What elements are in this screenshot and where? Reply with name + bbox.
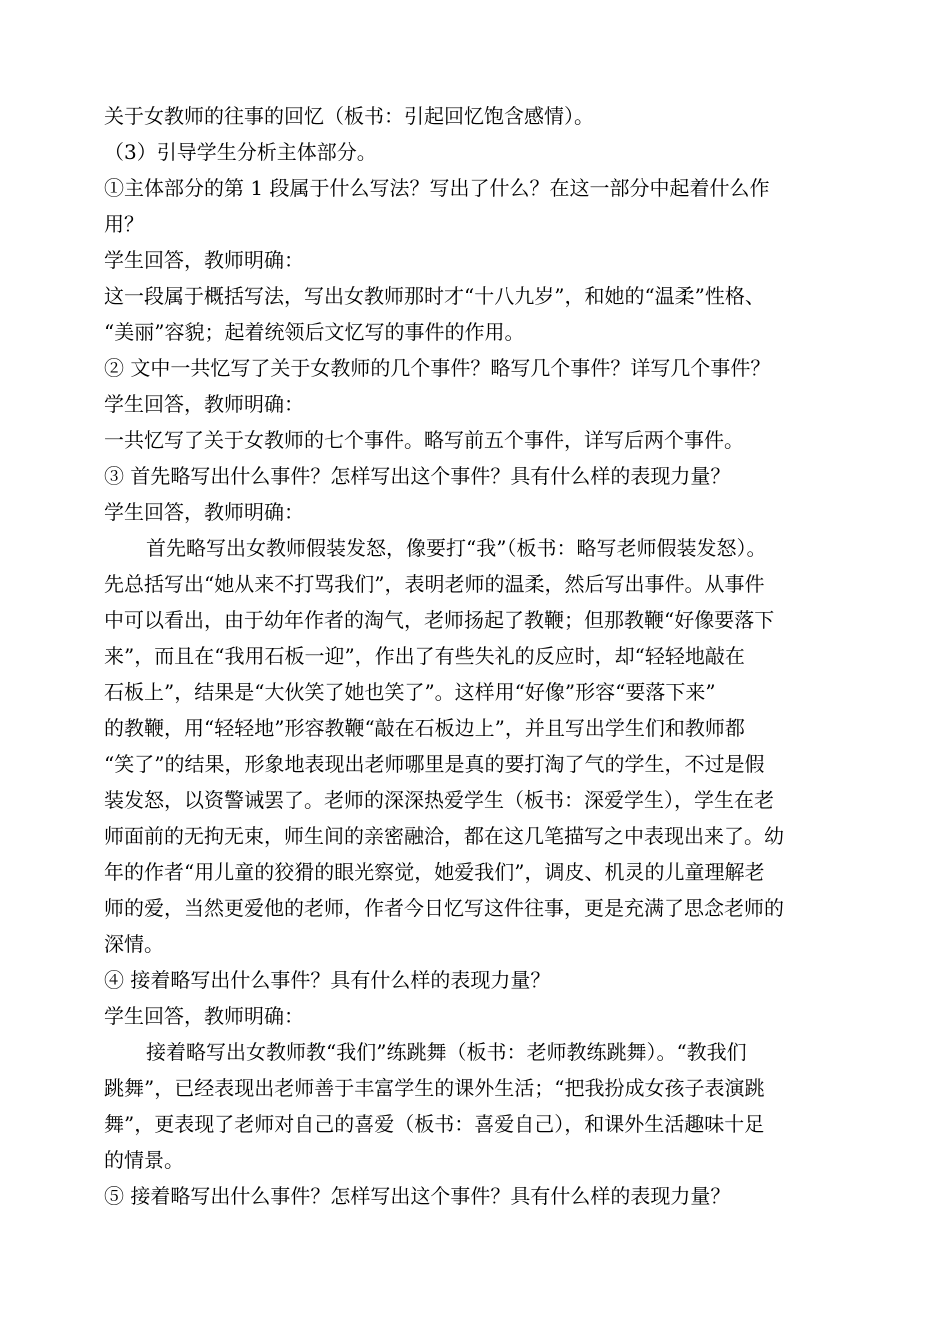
text-line: “笑了”的结果，形象地表现出老师哪里是真的要打淘了气的学生，不过是假	[104, 752, 765, 776]
text-line: ①主体部分的第 1 段属于什么写法？写出了什么？在这一部分中起着什么作	[104, 176, 770, 200]
text-line: ⑤ 接着略写出什么事件？怎样写出这个事件？具有什么样的表现力量？	[104, 1184, 731, 1208]
text-line: ④ 接着略写出什么事件？具有什么样的表现力量？	[104, 968, 551, 992]
text-line: 石板上”，结果是“大伙笑了她也笑了”。这样用“好像”形容“要落下来”	[104, 680, 716, 704]
text-line: ② 文中一共忆写了关于女教师的几个事件？略写几个事件？详写几个事件？	[104, 356, 771, 380]
text-line: ③ 首先略写出什么事件？怎样写出这个事件？具有什么样的表现力量？	[104, 464, 731, 488]
text-line: 深情。	[104, 932, 164, 956]
text-line: 学生回答，教师明确：	[104, 500, 304, 524]
text-line: 来”，而且在“我用石板一迎”，作出了有些失礼的反应时，却“轻轻地敲在	[104, 644, 745, 668]
text-line: 一共忆写了关于女教师的七个事件。略写前五个事件，详写后两个事件。	[104, 428, 744, 452]
text-line: 首先略写出女教师假装发怒，像要打“我”（板书：略写老师假装发怒）。	[146, 536, 767, 560]
text-line: 的教鞭，用“轻轻地”形容教鞭“敲在石板边上”，并且写出学生们和教师都	[104, 716, 745, 740]
text-line: 学生回答，教师明确：	[104, 392, 304, 416]
text-line: （3）引导学生分析主体部分。	[104, 140, 377, 164]
text-line: 先总括写出“她从来不打骂我们”，表明老师的温柔，然后写出事件。从事件	[104, 572, 765, 596]
text-line: 师面前的无拘无束，师生间的亲密融洽，都在这几笔描写之中表现出来了。幼	[104, 824, 784, 848]
text-line: 这一段属于概括写法，写出女教师那时才“十八九岁”，和她的“温柔”性格、	[104, 284, 765, 308]
text-line: 学生回答，教师明确：	[104, 248, 304, 272]
text-line: 学生回答，教师明确：	[104, 1004, 304, 1028]
text-line: “美丽”容貌；起着统领后文忆写的事件的作用。	[104, 320, 525, 344]
text-line: 师的爱，当然更爱他的老师，作者今日忆写这件往事，更是充满了思念老师的	[104, 896, 784, 920]
text-line: 的情景。	[104, 1148, 184, 1172]
text-line: 中可以看出，由于幼年作者的淘气，老师扬起了教鞭；但那教鞭“好像要落下	[104, 608, 775, 632]
text-line: 用？	[104, 212, 144, 236]
text-line: 关于女教师的往事的回忆（板书：引起回忆饱含感情）。	[104, 104, 594, 128]
text-line: 年的作者“用儿童的狡猾的眼光察觉，她爱我们”，调皮、机灵的儿童理解老	[104, 860, 765, 884]
text-line: 接着略写出女教师教“我们”练跳舞（板书：老师教练跳舞）。“教我们	[146, 1040, 747, 1064]
text-line: 舞”，更表现了老师对自己的喜爱（板书：喜爱自己），和课外生活趣味十足	[104, 1112, 765, 1136]
text-line: 跳舞”，已经表现出老师善于丰富学生的课外生活；“把我扮成女孩子表演跳	[104, 1076, 765, 1100]
text-line: 装发怒，以资警诫罢了。老师的深深热爱学生（板书：深爱学生），学生在老	[104, 788, 774, 812]
